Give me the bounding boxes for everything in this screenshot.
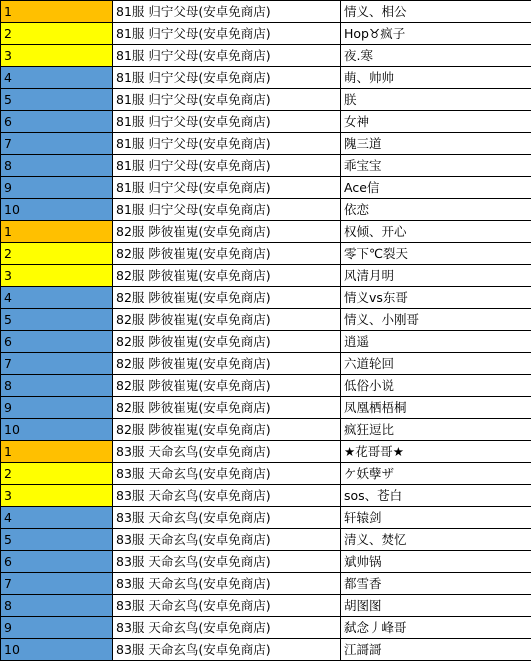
table-row — [1, 485, 531, 507]
rank-cell[interactable]: 8 — [1, 375, 113, 397]
player-name-cell[interactable]: 依恋 — [341, 199, 531, 221]
table-row — [1, 89, 531, 111]
player-name-cell[interactable]: 风清月明 — [341, 265, 531, 287]
rank-cell[interactable]: 7 — [1, 133, 113, 155]
player-name-cell[interactable]: 朕 — [341, 89, 531, 111]
rank-cell[interactable]: 4 — [1, 287, 113, 309]
player-name-cell[interactable]: 清义、焚忆 — [341, 529, 531, 551]
rank-cell[interactable]: 10 — [1, 419, 113, 441]
rank-cell[interactable]: 1 — [1, 221, 113, 243]
server-cell[interactable]: 83服 天命玄鸟(安卓免商店) — [113, 463, 341, 485]
server-cell[interactable]: 81服 归宁父母(安卓免商店) — [113, 67, 341, 89]
server-cell[interactable]: 82服 陟彼崔嵬(安卓免商店) — [113, 397, 341, 419]
table-row — [1, 573, 531, 595]
rank-cell[interactable]: 9 — [1, 177, 113, 199]
server-cell[interactable]: 82服 陟彼崔嵬(安卓免商店) — [113, 221, 341, 243]
player-name-cell[interactable]: Ace信 — [341, 177, 531, 199]
server-cell[interactable]: 81服 归宁父母(安卓免商店) — [113, 111, 341, 133]
player-name-cell[interactable]: 弑念丿峰哥 — [341, 617, 531, 639]
rank-cell[interactable]: 3 — [1, 485, 113, 507]
player-name-cell[interactable]: 轩辕剑 — [341, 507, 531, 529]
rank-cell[interactable]: 9 — [1, 397, 113, 419]
table-row — [1, 243, 531, 265]
table-row — [1, 375, 531, 397]
rank-cell[interactable]: 10 — [1, 199, 113, 221]
player-name-cell[interactable]: 乖宝宝 — [341, 155, 531, 177]
server-cell[interactable]: 83服 天命玄鸟(安卓免商店) — [113, 573, 341, 595]
server-cell[interactable]: 81服 归宁父母(安卓免商店) — [113, 45, 341, 67]
server-cell[interactable]: 81服 归宁父母(安卓免商店) — [113, 1, 341, 23]
player-name-cell[interactable]: 逍遥 — [341, 331, 531, 353]
player-name-cell[interactable]: ★花哥哥★ — [341, 441, 531, 463]
player-name-cell[interactable]: 零下℃裂天 — [341, 243, 531, 265]
rank-cell[interactable]: 7 — [1, 573, 113, 595]
player-name-cell[interactable]: 情义、小刚哥 — [341, 309, 531, 331]
server-cell[interactable]: 82服 陟彼崔嵬(安卓免商店) — [113, 353, 341, 375]
player-name-cell[interactable]: ケ妖孽ザ — [341, 463, 531, 485]
server-cell[interactable]: 82服 陟彼崔嵬(安卓免商店) — [113, 309, 341, 331]
server-cell[interactable]: 81服 归宁父母(安卓免商店) — [113, 133, 341, 155]
rank-cell[interactable]: 10 — [1, 639, 113, 661]
table-row — [1, 111, 531, 133]
player-name-cell[interactable]: 情义、相公 — [341, 1, 531, 23]
server-cell[interactable]: 82服 陟彼崔嵬(安卓免商店) — [113, 331, 341, 353]
rank-cell[interactable]: 6 — [1, 551, 113, 573]
player-name-cell[interactable]: 江謌謌 — [341, 639, 531, 661]
table-row — [1, 309, 531, 331]
rank-cell[interactable]: 3 — [1, 265, 113, 287]
table-row — [1, 529, 531, 551]
player-name-cell[interactable]: sos、苍白 — [341, 485, 531, 507]
table-row — [1, 45, 531, 67]
rank-cell[interactable]: 1 — [1, 1, 113, 23]
rank-cell[interactable]: 8 — [1, 595, 113, 617]
server-cell[interactable]: 83服 天命玄鸟(安卓免商店) — [113, 441, 341, 463]
server-cell[interactable]: 83服 天命玄鸟(安卓免商店) — [113, 485, 341, 507]
server-cell[interactable]: 82服 陟彼崔嵬(安卓免商店) — [113, 265, 341, 287]
rank-cell[interactable]: 2 — [1, 463, 113, 485]
table-row — [1, 353, 531, 375]
player-name-cell[interactable]: 都雪香 — [341, 573, 531, 595]
server-cell[interactable]: 83服 天命玄鸟(安卓免商店) — [113, 507, 341, 529]
player-name-cell[interactable]: 六道轮回 — [341, 353, 531, 375]
player-name-cell[interactable]: 权倾、开心 — [341, 221, 531, 243]
rank-cell[interactable]: 1 — [1, 441, 113, 463]
rank-cell[interactable]: 7 — [1, 353, 113, 375]
server-cell[interactable]: 83服 天命玄鸟(安卓免商店) — [113, 639, 341, 661]
server-cell[interactable]: 83服 天命玄鸟(安卓免商店) — [113, 617, 341, 639]
player-name-cell[interactable]: 夜.寒 — [341, 45, 531, 67]
table-row — [1, 441, 531, 463]
table-row — [1, 221, 531, 243]
table-row — [1, 177, 531, 199]
player-name-cell[interactable]: 低俗小说 — [341, 375, 531, 397]
player-name-cell[interactable]: 女神 — [341, 111, 531, 133]
table-row — [1, 419, 531, 441]
rank-cell[interactable]: 3 — [1, 45, 113, 67]
server-cell[interactable]: 83服 天命玄鸟(安卓免商店) — [113, 529, 341, 551]
server-cell[interactable]: 82服 陟彼崔嵬(安卓免商店) — [113, 375, 341, 397]
table-row — [1, 199, 531, 221]
player-name-cell[interactable]: 斌帅锅 — [341, 551, 531, 573]
server-cell[interactable]: 81服 归宁父母(安卓免商店) — [113, 23, 341, 45]
table-row — [1, 507, 531, 529]
table-row — [1, 331, 531, 353]
server-cell[interactable]: 83服 天命玄鸟(安卓免商店) — [113, 595, 341, 617]
rank-cell[interactable]: 6 — [1, 331, 113, 353]
rank-cell[interactable]: 8 — [1, 155, 113, 177]
server-cell[interactable]: 82服 陟彼崔嵬(安卓免商店) — [113, 419, 341, 441]
server-cell[interactable]: 81服 归宁父母(安卓免商店) — [113, 177, 341, 199]
server-cell[interactable]: 82服 陟彼崔嵬(安卓免商店) — [113, 287, 341, 309]
rank-cell[interactable]: 5 — [1, 89, 113, 111]
server-cell[interactable]: 81服 归宁父母(安卓免商店) — [113, 89, 341, 111]
rank-cell[interactable]: 5 — [1, 529, 113, 551]
player-name-cell[interactable]: 疯狂逗比 — [341, 419, 531, 441]
table-row — [1, 23, 531, 45]
table-row — [1, 639, 531, 661]
table-row — [1, 595, 531, 617]
table-row — [1, 265, 531, 287]
player-name-cell[interactable]: 隗三道 — [341, 133, 531, 155]
table-row — [1, 397, 531, 419]
server-cell[interactable]: 81服 归宁父母(安卓免商店) — [113, 155, 341, 177]
server-cell[interactable]: 81服 归宁父母(安卓免商店) — [113, 199, 341, 221]
player-name-cell[interactable]: 情义vs东哥 — [341, 287, 531, 309]
player-name-cell[interactable]: 凤凰栖梧桐 — [341, 397, 531, 419]
table-row — [1, 67, 531, 89]
rank-cell[interactable]: 6 — [1, 111, 113, 133]
rank-cell[interactable]: 5 — [1, 309, 113, 331]
ranking-table-body — [1, 1, 531, 661]
player-name-cell[interactable]: Hop♉疯子 — [341, 23, 531, 45]
player-name-cell[interactable]: 胡图图 — [341, 595, 531, 617]
rank-cell[interactable]: 9 — [1, 617, 113, 639]
table-row — [1, 551, 531, 573]
table-row — [1, 463, 531, 485]
table-row — [1, 617, 531, 639]
player-name-cell[interactable]: 萌、帅帅 — [341, 67, 531, 89]
rank-cell[interactable]: 4 — [1, 507, 113, 529]
rank-cell[interactable]: 2 — [1, 243, 113, 265]
server-cell[interactable]: 83服 天命玄鸟(安卓免商店) — [113, 551, 341, 573]
table-row — [1, 133, 531, 155]
rank-cell[interactable]: 2 — [1, 23, 113, 45]
server-cell[interactable]: 82服 陟彼崔嵬(安卓免商店) — [113, 243, 341, 265]
table-row — [1, 155, 531, 177]
rank-cell[interactable]: 4 — [1, 67, 113, 89]
table-row — [1, 287, 531, 309]
table-row — [1, 1, 531, 23]
